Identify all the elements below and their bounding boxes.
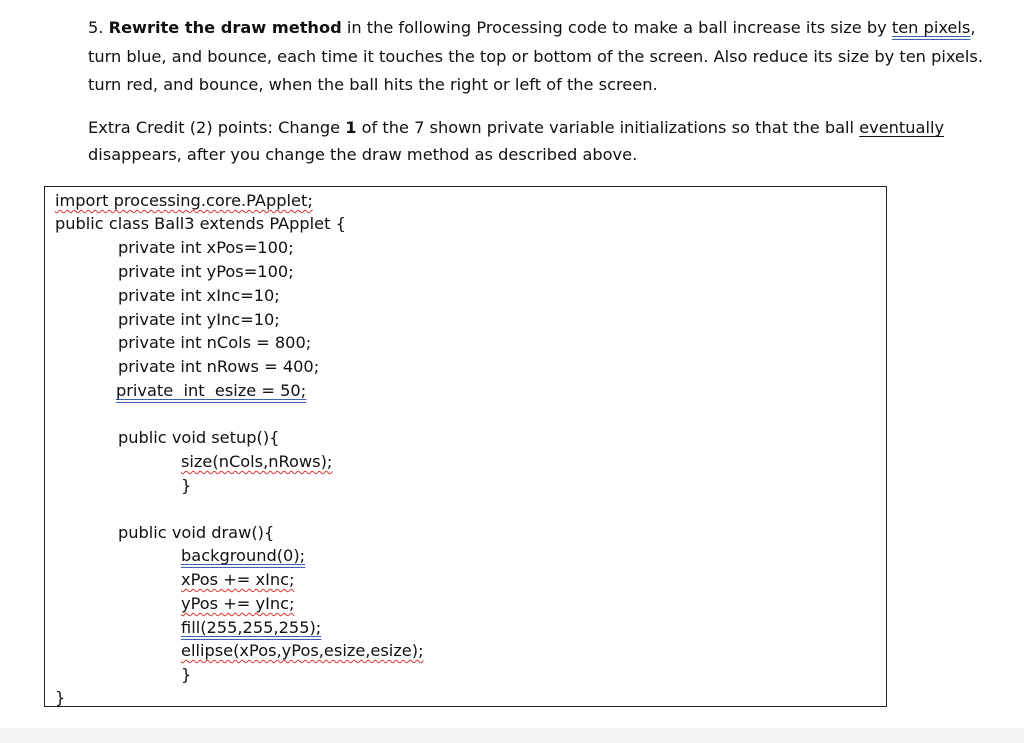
code-line-draw-decl: public void draw(){ bbox=[118, 523, 275, 542]
code-line-nrows: private int nRows = 400; bbox=[118, 357, 320, 376]
code-line-import: import processing.core.PApplet; bbox=[55, 191, 313, 210]
question-bold-lead: Rewrite the draw method bbox=[108, 18, 342, 37]
code-line-ellipse: ellipse(xPos,yPos,esize,esize); bbox=[181, 641, 424, 660]
question-text bbox=[88, 14, 1008, 100]
question-part1: in the following Processing code to make a ball increase its size by bbox=[341, 18, 892, 37]
extra-part1: Extra Credit (2) points: Change bbox=[88, 118, 346, 137]
extra-bold-number: 1 bbox=[345, 118, 357, 137]
extra-part3: disappears, after you change the draw method as described above. bbox=[88, 145, 638, 164]
question-underlined-phrase: ten pixels bbox=[891, 18, 971, 37]
code-line-draw-close: } bbox=[181, 665, 192, 684]
code-line-background: background(0); bbox=[181, 546, 306, 565]
code-line-setup-close: } bbox=[181, 476, 192, 495]
code-line-ypos: private int yPos=100; bbox=[118, 262, 294, 281]
code-line-xpos-update: xPos += xInc; bbox=[181, 570, 295, 589]
code-line-yinc: private int yInc=10; bbox=[118, 310, 280, 329]
code-line-size-call: size(nCols,nRows); bbox=[181, 452, 333, 471]
code-line-xinc: private int xInc=10; bbox=[118, 286, 280, 305]
extra-underlined-word: eventually bbox=[859, 118, 945, 137]
code-line-ncols: private int nCols = 800; bbox=[118, 333, 312, 352]
code-line-ypos-update: yPos += yInc; bbox=[181, 594, 295, 613]
code-line-xpos: private int xPos=100; bbox=[118, 238, 294, 257]
code-line-class-decl: public class Ball3 extends PApplet { bbox=[55, 214, 346, 233]
code-line-class-close: } bbox=[55, 688, 66, 707]
question-number: 5. bbox=[88, 18, 104, 37]
extra-part2: of the 7 shown private variable initializations so that the ball bbox=[356, 118, 860, 137]
code-line-fill: fill(255,255,255); bbox=[181, 618, 322, 637]
page-bottom-strip bbox=[0, 728, 1024, 743]
code-line-setup-decl: public void setup(){ bbox=[118, 428, 280, 447]
extra-credit-text bbox=[88, 114, 1018, 168]
question-part2: , turn blue, and bounce, each time it touches the top or bottom of the screen. Also reduce its size by ten pixels. turn red, and bounce, when the ball hits the right or left of the screen. bbox=[88, 18, 983, 94]
code-line-esize: private int esize = 50; bbox=[116, 381, 307, 400]
